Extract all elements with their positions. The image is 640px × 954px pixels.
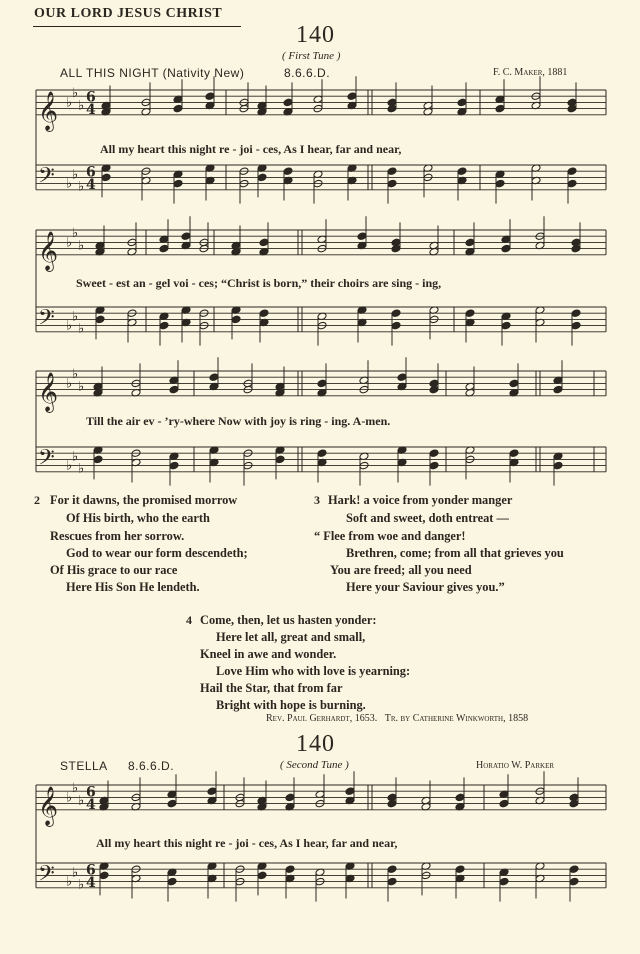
verse-line: God to wear our form descendeth;: [66, 546, 248, 560]
notehead: [455, 793, 465, 802]
notehead: [205, 92, 215, 101]
verse-line: Bright with hope is burning.: [216, 698, 366, 712]
verse-line: Brethren, come; from all that grieves you: [346, 546, 564, 560]
notehead: [499, 877, 509, 886]
verse-line: You are freed; all you need: [330, 563, 472, 577]
notehead: [275, 455, 285, 464]
tune-name: ALL THIS NIGHT (Nativity New): [60, 66, 245, 80]
notehead: [567, 179, 577, 188]
hymn-subtitle: ( First Tune ): [282, 50, 341, 62]
notehead: [181, 232, 191, 241]
notehead: [159, 244, 169, 253]
notehead: [387, 877, 397, 886]
flat-icon: ♭: [72, 226, 79, 242]
composer: F. C. Maker, 1881: [493, 67, 568, 78]
notehead: [553, 385, 563, 394]
verse-line: Here let all, great and small,: [216, 630, 366, 644]
notehead: [567, 167, 577, 176]
notehead: [455, 865, 465, 874]
time-signature: 6: [86, 89, 96, 106]
notehead: [495, 104, 505, 113]
notehead: [283, 98, 293, 107]
flat-icon: ♭: [78, 461, 85, 477]
time-signature: 4: [86, 176, 96, 193]
treble-clef-icon: 𝄞: [38, 371, 59, 412]
notehead: [499, 799, 509, 808]
flat-icon: ♭: [72, 309, 79, 325]
time-signature: 4: [86, 874, 96, 891]
notehead: [101, 173, 111, 182]
composer-2: Horatio W. Parker: [476, 760, 555, 771]
translator-name: Tr. by Catherine Winkworth, 1858: [384, 713, 529, 724]
notehead: [207, 787, 217, 796]
notehead: [553, 461, 563, 470]
flat-icon: ♭: [66, 176, 73, 192]
notehead: [283, 167, 293, 176]
notehead: [357, 232, 367, 241]
notehead: [569, 799, 579, 808]
notehead: [387, 865, 397, 874]
verse-line: Hark! a voice from yonder manger: [328, 493, 513, 507]
notehead: [345, 787, 355, 796]
bass-clef-icon: 𝄢: [38, 163, 55, 194]
verse-line: Soft and sweet, doth entreat —: [346, 511, 509, 525]
notehead: [169, 461, 179, 470]
notehead: [173, 179, 183, 188]
verse-line: Here your Saviour gives you.”: [346, 580, 505, 594]
notehead: [93, 455, 103, 464]
notehead: [465, 309, 475, 318]
notehead: [285, 793, 295, 802]
verse-line: Hail the Star, that from far: [200, 681, 343, 695]
flat-icon: ♭: [78, 877, 85, 893]
flat-icon: ♭: [78, 379, 85, 395]
verse-line: Kneel in awe and wonder.: [200, 647, 337, 661]
flat-icon: ♭: [66, 874, 73, 890]
verse-number: 2: [34, 493, 40, 507]
flat-icon: ♭: [66, 458, 73, 474]
notehead: [317, 379, 327, 388]
notehead: [159, 321, 169, 330]
flat-icon: ♭: [72, 167, 79, 183]
notehead: [391, 321, 401, 330]
notehead: [387, 104, 397, 113]
verse-line: Of His grace to our race: [50, 563, 178, 577]
notehead: [465, 238, 475, 247]
hymn-number: 140: [296, 22, 335, 48]
notehead: [509, 379, 519, 388]
author-credit: [266, 713, 528, 724]
notehead: [387, 799, 397, 808]
notehead: [457, 98, 467, 107]
time-signature: 6: [86, 862, 96, 879]
time-signature: 4: [86, 796, 96, 813]
verse-number: 3: [314, 493, 320, 507]
notehead: [257, 173, 267, 182]
verse-line: Rescues from her sorrow.: [50, 529, 185, 543]
notehead: [569, 877, 579, 886]
notehead: [457, 167, 467, 176]
verse-line: Love Him who with love is yearning:: [216, 664, 411, 678]
flat-icon: ♭: [72, 781, 79, 797]
notehead: [285, 865, 295, 874]
notehead: [429, 449, 439, 458]
flat-icon: ♭: [78, 321, 85, 337]
notehead: [391, 244, 401, 253]
flat-icon: ♭: [78, 179, 85, 195]
notehead: [259, 238, 269, 247]
notehead: [387, 179, 397, 188]
treble-clef-icon: 𝄞: [38, 230, 59, 271]
lyric-line-3: Till the air ev - ’ry-where Now with joy is ring - ing. A-men.: [86, 414, 391, 428]
hymn-number-2: 140: [296, 731, 335, 757]
bass-clef-icon: 𝄢: [38, 445, 55, 476]
lyric-line-4: All my heart this night re - joi - ces, As I hear, far and near,: [96, 836, 398, 850]
notehead: [567, 104, 577, 113]
notehead: [167, 877, 177, 886]
flat-icon: ♭: [78, 793, 85, 809]
flat-icon: ♭: [66, 790, 73, 806]
flat-icon: ♭: [72, 86, 79, 102]
flat-icon: ♭: [66, 95, 73, 111]
notehead: [169, 385, 179, 394]
author-name: Rev. Paul Gerhardt, 1653.: [266, 713, 378, 724]
verse-number: 4: [186, 613, 192, 627]
bass-clef-icon: 𝄢: [38, 305, 55, 336]
notehead: [501, 321, 511, 330]
notehead: [571, 321, 581, 330]
verse-line: “ Flee from woe and danger!: [314, 529, 466, 543]
notehead: [495, 179, 505, 188]
treble-clef-icon: 𝄞: [38, 785, 59, 826]
notehead: [509, 449, 519, 458]
notehead: [387, 167, 397, 176]
hymn-subtitle-2: ( Second Tune ): [280, 759, 349, 771]
treble-clef-icon: 𝄞: [38, 90, 59, 131]
notehead: [173, 104, 183, 113]
tune-name-2: STELLA: [60, 759, 108, 773]
verse-line: Of His birth, who the earth: [66, 511, 210, 525]
verse-line: Come, then, let us hasten yonder:: [200, 613, 377, 627]
lyric-line-1: All my heart this night re - joi - ces, As I hear, far and near,: [100, 142, 402, 156]
notehead: [347, 92, 357, 101]
notehead: [391, 309, 401, 318]
notehead: [397, 373, 407, 382]
tune-meter: 8.6.6.D.: [284, 66, 331, 80]
notehead: [571, 244, 581, 253]
flat-icon: ♭: [72, 449, 79, 465]
notehead: [99, 871, 109, 880]
time-signature: 6: [86, 164, 96, 181]
verse-line: For it dawns, the promised morrow: [50, 493, 238, 507]
notehead: [569, 865, 579, 874]
notehead: [259, 309, 269, 318]
lyric-line-2: Sweet - est an - gel voi - ces; “Christ is born,” their choirs are sing - ing,: [76, 276, 442, 290]
flat-icon: ♭: [78, 98, 85, 114]
notehead: [571, 309, 581, 318]
verse-line: Here His Son He lendeth.: [66, 580, 200, 594]
notehead: [257, 871, 267, 880]
flat-icon: ♭: [78, 238, 85, 254]
notehead: [429, 385, 439, 394]
notehead: [429, 461, 439, 470]
notehead: [231, 315, 241, 324]
section-header: OUR LORD JESUS CHRIST: [34, 6, 223, 21]
notehead: [167, 799, 177, 808]
flat-icon: ♭: [72, 865, 79, 881]
notehead: [95, 315, 105, 324]
notehead: [501, 244, 511, 253]
time-signature: 4: [86, 101, 96, 118]
time-signature: 6: [86, 784, 96, 801]
flat-icon: ♭: [66, 235, 73, 251]
notehead: [209, 373, 219, 382]
notehead: [317, 449, 327, 458]
bass-clef-icon: 𝄢: [38, 861, 55, 892]
flat-icon: ♭: [66, 376, 73, 392]
tune-meter-2: 8.6.6.D.: [128, 759, 175, 773]
flat-icon: ♭: [66, 318, 73, 334]
flat-icon: ♭: [72, 367, 79, 383]
